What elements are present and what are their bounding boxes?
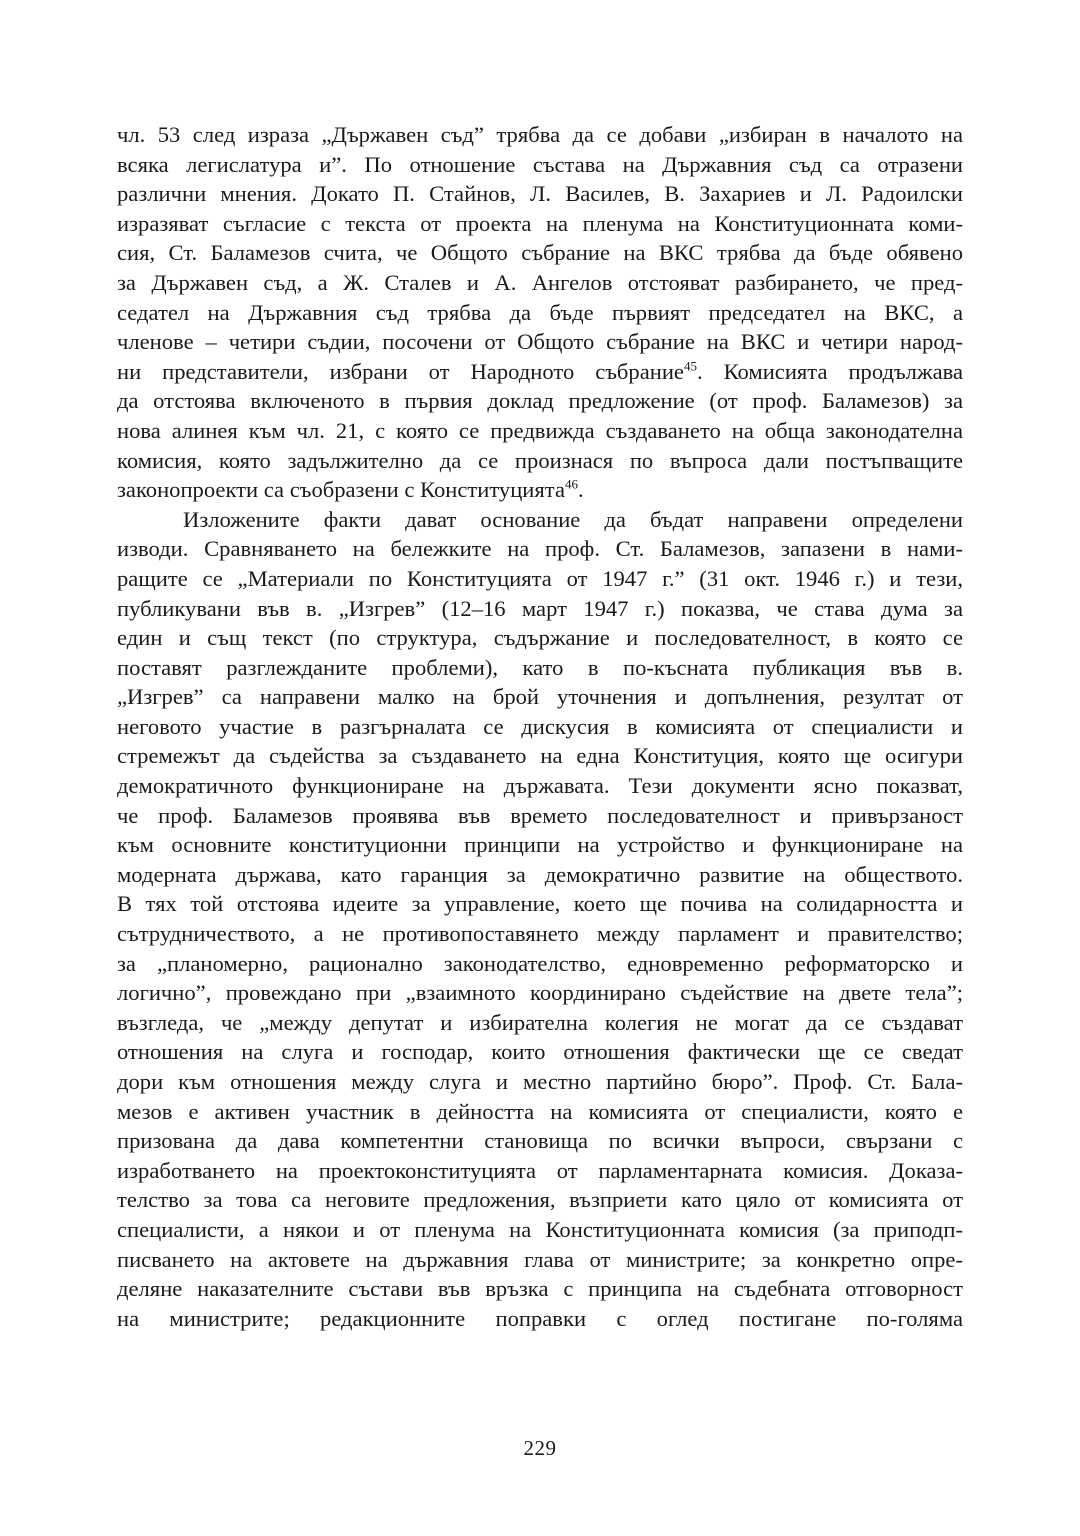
paragraph-1 xyxy=(117,120,963,505)
text-line: модерната държава, като гаранция за демократично развитие на обществото. xyxy=(117,861,963,887)
text-fragment: . xyxy=(577,477,584,503)
text-line: възгледа, че „между депутат и избирателна колегия не могат да се създават xyxy=(117,1009,963,1035)
text-line: деляне наказателните състави във връзка с принципа на съдебната отговорност xyxy=(117,1276,963,1302)
text-line: демократичното функциониране на държавата. Тези документи ясно показват, xyxy=(117,773,963,799)
text-line: логично”, провеждано при „взаимното координирано съдействие на двете тела”; xyxy=(117,980,963,1006)
text-line: писването на актовете на държавния глава от министрите; за конкретно опре- xyxy=(117,1246,963,1272)
text-line: нова алинея към чл. 21, с която се предвижда създаването на обща законодателна xyxy=(117,417,963,443)
text-line: един и същ текст (по структура, съдържание и последователност, в която се xyxy=(117,625,963,651)
footnote-ref-46[interactable]: 46 xyxy=(564,476,578,492)
text-line: към основните конституционни принципи на устройство и функциониране на xyxy=(117,832,963,858)
text-line: отношения на слуга и господар, които отношения фактически ще се сведат xyxy=(117,1039,963,1065)
text-line: всяка легислатура и”. По отношение състава на Държавния съд са отразени xyxy=(117,151,963,177)
page-number: 229 xyxy=(523,1436,557,1460)
text-line: различни мнения. Докато П. Стайнов, Л. Василев, В. Захариев и Л. Радоилски xyxy=(117,181,963,207)
text-line: мезов е активен участник в дейността на комисията от специалисти, която е xyxy=(117,1098,963,1124)
text-line: седател на Държавния съд трябва да бъде първият председател на ВКС, а xyxy=(117,299,963,325)
text-line: дори към отношения между слуга и местно партийно бюро”. Проф. Ст. Бала- xyxy=(117,1069,963,1094)
text-line: на министрите; редакционните поправки с оглед постигане по-голяма xyxy=(117,1305,963,1331)
text-line: чл. 53 след израза „Държавен съд” трябва да се добави „избиран в началото на xyxy=(117,122,963,147)
body-text xyxy=(117,120,963,1333)
text-fragment: законопроекти са съобразени с Конституцията xyxy=(117,477,565,503)
text-line: изработването на проектоконституцията от парламентарната комисия. Доказа- xyxy=(117,1157,963,1183)
text-line: че проф. Баламезов проявява във времето последователност и привързаност xyxy=(117,802,963,828)
text-line: комисия, която задължително да се произнася по въпроса дали постъпващите xyxy=(117,447,963,473)
text-line: за „планомерно, рационално законодателство, едновременно реформаторско и xyxy=(117,950,963,976)
text-line-with-footnote xyxy=(117,475,963,505)
text-line: стремежът да съдейства за създаването на една Конституция, която ще осигури xyxy=(117,743,963,769)
text-line: за Държавен съд, а Ж. Сталев и А. Ангелов отстояват разбирането, че пред- xyxy=(117,269,963,295)
text-line: ращите се „Материали по Конституцията от 1947 г.” (31 окт. 1946 г.) и тези, xyxy=(117,565,963,591)
paragraph-2 xyxy=(117,505,963,1334)
footnote-ref-45[interactable]: 45 xyxy=(683,358,697,374)
text-line: телство за това са неговите предложения, възприети като цяло от комисията от xyxy=(117,1187,963,1213)
text-line: В тях той отстоява идеите за управление, което ще почива на солидарността и xyxy=(117,891,963,917)
text-line-with-footnote xyxy=(117,357,963,387)
text-line: „Изгрев” са направени малко на брой уточнения и допълнения, резултат от xyxy=(117,684,963,710)
text-line: специалисти, а някои и от пленума на Конституционната комисия (за приподп- xyxy=(117,1216,963,1242)
text-line: сия, Ст. Баламезов счита, че Общото събрание на ВКС трябва да бъде обявено xyxy=(117,240,963,266)
text-line: публикувани във в. „Изгрев” (12–16 март 1947 г.) показва, че става дума за xyxy=(117,595,963,621)
text-line: сътрудничеството, а не противопоставянето между парламент и правителство; xyxy=(117,921,963,947)
text-line: неговото участие в разгърналата се дискусия в комисията от специалисти и xyxy=(117,713,963,739)
text-line: членове – четири съдии, посочени от Общото събрание на ВКС и четири народ- xyxy=(117,329,963,355)
text-line: изразяват съгласие с текста от проекта на пленума на Конституционната коми- xyxy=(117,210,963,236)
text-line: да отстоява включеното в първия доклад предложение (от проф. Баламезов) за xyxy=(117,388,963,414)
text-fragment: . Комисията продължава xyxy=(696,358,963,384)
text-line: Изложените факти дават основание да бъдат направени определени xyxy=(183,506,963,532)
text-fragment: ни представители, избрани от Народното събрание xyxy=(117,358,684,384)
text-line: поставят разглежданите проблеми), като в по-късната публикация във в. xyxy=(117,654,963,680)
text-line: изводи. Сравняването на бележките на проф. Ст. Баламезов, запазени в нами- xyxy=(117,536,963,562)
text-line: призована да дава компетентни становища по всички въпроси, свързани с xyxy=(117,1128,963,1154)
